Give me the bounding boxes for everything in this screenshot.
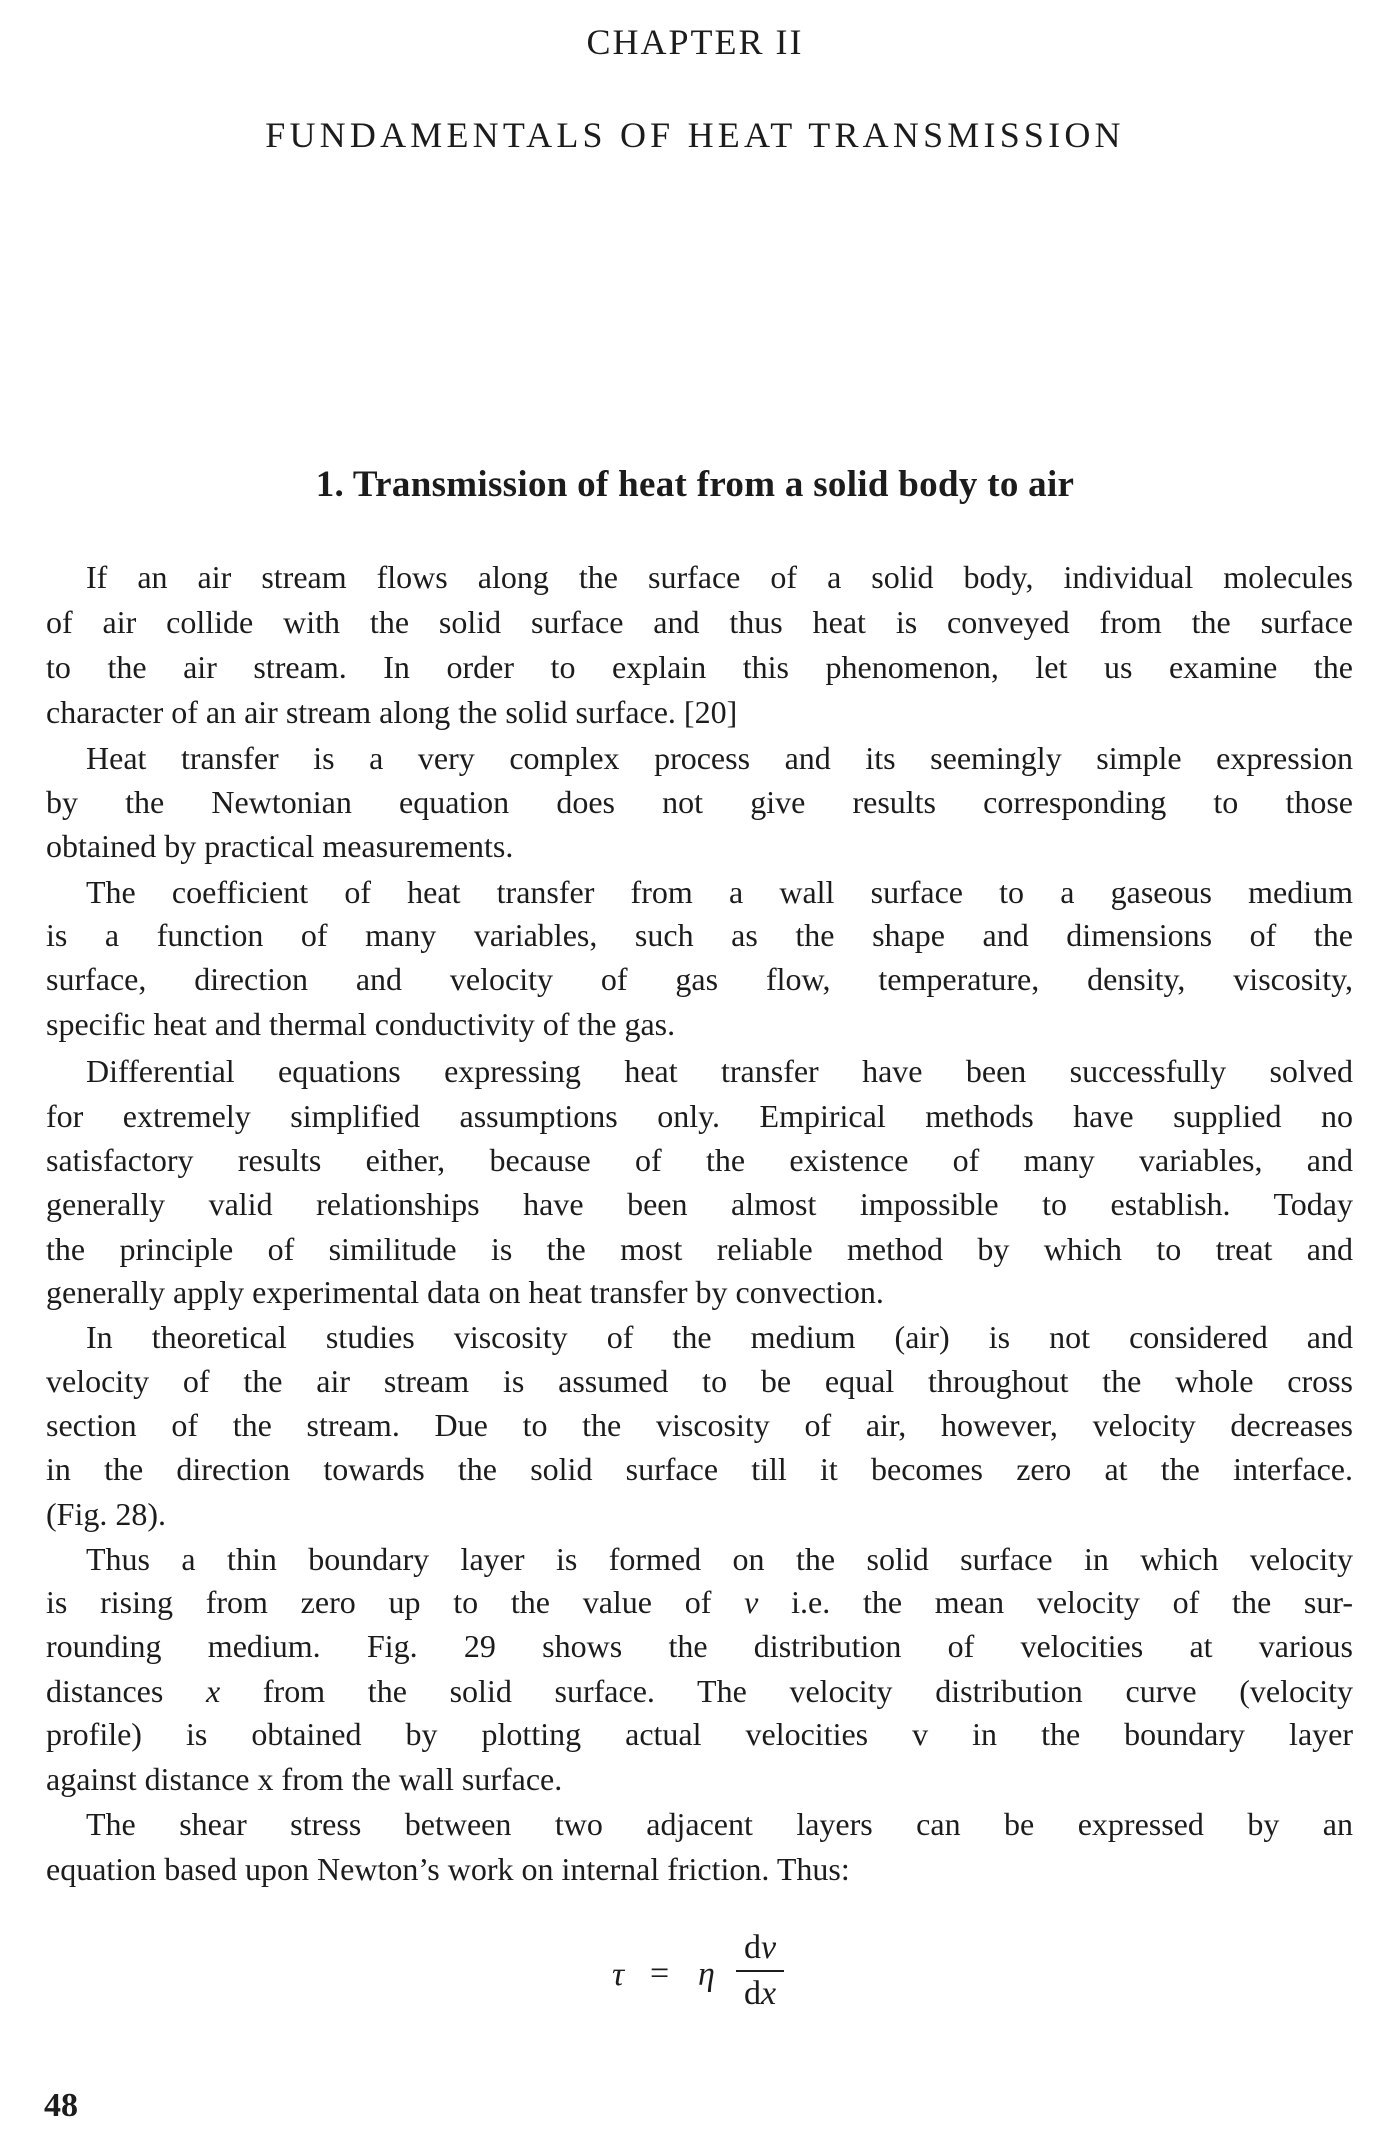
text-line: velocity of the air stream is assumed to be equal throughout the whole cross bbox=[46, 1363, 1353, 1399]
text-line: in the direction towards the solid surface till it becomes zero at the interface. bbox=[46, 1451, 1353, 1487]
text-line: against distance x from the wall surface. bbox=[46, 1761, 563, 1797]
text-line: The coefficient of heat transfer from a wall surface to a gaseous medium bbox=[86, 874, 1353, 910]
text-line: of air collide with the solid surface and thus heat is conveyed from the surface bbox=[46, 604, 1353, 640]
equation-equals: = bbox=[650, 1955, 670, 1992]
fraction-bar bbox=[736, 1970, 784, 1972]
text-line: the principle of similitude is the most reliable method by which to treat and bbox=[46, 1231, 1353, 1267]
text-line: surface, direction and velocity of gas flow, temperature, density, viscosity, bbox=[46, 961, 1353, 997]
text-line: Heat transfer is a very complex process and its seemingly simple expression bbox=[86, 740, 1353, 776]
chapter-label: CHAPTER II bbox=[586, 22, 804, 62]
text-line: The shear stress between two adjacent layers can be expressed by an bbox=[86, 1806, 1353, 1842]
text-line: equation based upon Newton’s work on internal friction. Thus: bbox=[46, 1851, 850, 1887]
text-line: for extremely simplified assumptions only. Empirical methods have supplied no bbox=[46, 1098, 1353, 1134]
text-line: In theoretical studies viscosity of the medium (air) is not considered and bbox=[86, 1319, 1353, 1355]
chapter-title: FUNDAMENTALS OF HEAT TRANSMISSION bbox=[265, 115, 1125, 155]
text-line: is rising from zero up to the value of v i.e. the mean velocity of the sur- bbox=[46, 1584, 1354, 1620]
text-line: (Fig. 28). bbox=[46, 1496, 166, 1532]
equation-numerator: dv bbox=[743, 1929, 777, 1966]
text-line: satisfactory results either, because of the existence of many variables, and bbox=[46, 1142, 1353, 1178]
section-heading: 1. Transmission of heat from a solid body to air bbox=[315, 464, 1075, 505]
text-line: obtained by practical measurements. bbox=[46, 828, 514, 864]
text-line: Thus a thin boundary layer is formed on the solid surface in which velocity bbox=[86, 1541, 1353, 1577]
text-line: section of the stream. Due to the viscosity of air, however, velocity decreases bbox=[46, 1407, 1353, 1443]
text-line: generally valid relationships have been almost impossible to establish. Today bbox=[46, 1186, 1353, 1222]
text-line: by the Newtonian equation does not give results corresponding to those bbox=[46, 784, 1353, 820]
text-line: Differential equations expressing heat transfer have been successfully solved bbox=[86, 1053, 1353, 1089]
equation-eta: η bbox=[698, 1956, 715, 1993]
shear-stress-equation bbox=[612, 1928, 812, 2020]
text-line: specific heat and thermal conductivity of the gas. bbox=[46, 1006, 676, 1042]
equation-tau: τ bbox=[612, 1956, 625, 1993]
text-line: profile) is obtained by plotting actual velocities v in the boundary layer bbox=[46, 1716, 1353, 1752]
text-line: character of an air stream along the solid surface. [20] bbox=[46, 694, 738, 730]
equation-denominator: dx bbox=[743, 1975, 777, 2012]
equation-fraction bbox=[736, 1928, 784, 2014]
text-line: to the air stream. In order to explain this phenomenon, let us examine the bbox=[46, 649, 1353, 685]
text-line: distances x from the solid surface. The velocity distribution curve (velocity bbox=[46, 1673, 1354, 1709]
text-line: is a function of many variables, such as the shape and dimensions of the bbox=[46, 917, 1353, 953]
page-number: 48 bbox=[44, 2087, 78, 2124]
text-line: rounding medium. Fig. 29 shows the distribution of velocities at various bbox=[46, 1628, 1353, 1664]
text-line: If an air stream flows along the surface of a solid body, individual molecules bbox=[86, 559, 1353, 595]
text-line: generally apply experimental data on heat transfer by convection. bbox=[46, 1274, 884, 1310]
